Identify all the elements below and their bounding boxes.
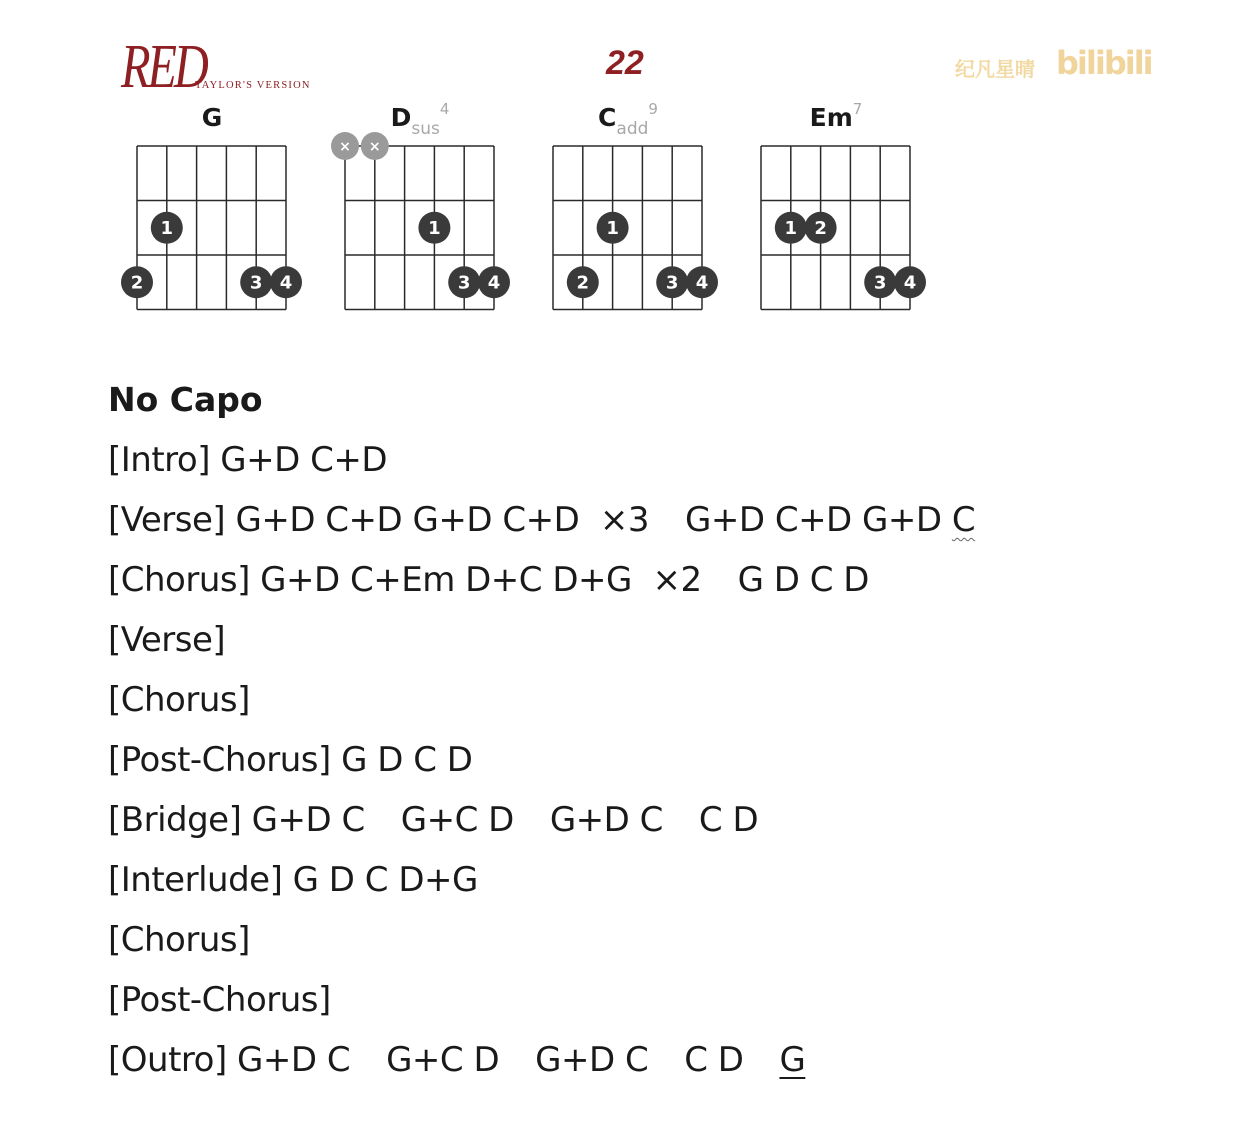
finger-dot	[805, 212, 837, 244]
watermark-uploader: 纪凡星晴	[955, 57, 1035, 81]
section-line	[108, 1036, 1208, 1096]
chord-segment: [Post-Chorus]	[108, 980, 331, 1020]
chord-segment: G	[779, 1040, 806, 1080]
chord-svg	[523, 98, 733, 318]
finger-number: 2	[576, 272, 590, 294]
chord-diagram-1	[315, 98, 525, 318]
chord-name	[810, 100, 863, 132]
section-line	[108, 556, 1208, 616]
finger-dot	[240, 266, 272, 298]
chord-svg	[731, 98, 941, 318]
finger-dot	[864, 266, 896, 298]
finger-dot	[478, 266, 510, 298]
chord-segment: G+D C	[535, 1040, 649, 1080]
svg-text:×: ×	[368, 139, 381, 155]
chord-segment: G+D C	[549, 800, 663, 840]
chord-segment: [Post-Chorus] G D C D	[108, 740, 473, 780]
chord-root: G	[201, 103, 223, 132]
chord-segment: [Chorus]	[108, 920, 250, 960]
chord-segment: G+C D	[386, 1040, 500, 1080]
finger-number: 1	[606, 217, 619, 239]
chord-root: C	[598, 103, 617, 132]
section-line	[108, 436, 1208, 496]
muted-string-marker	[361, 132, 389, 160]
section-line	[108, 976, 1208, 1036]
finger-number: 4	[279, 272, 293, 294]
chord-segment: G+C D	[400, 800, 514, 840]
chord-segment: [Chorus]	[108, 680, 250, 720]
chord-suffix: sus	[411, 119, 440, 139]
chord-svg	[315, 98, 525, 318]
chord-root: D	[390, 103, 412, 132]
finger-number: 4	[903, 272, 917, 294]
chord-name	[598, 100, 658, 139]
section-line	[108, 796, 1208, 856]
finger-dot	[270, 266, 302, 298]
chord-segment: G D C D	[737, 560, 869, 600]
chord-segment: [Intro] G+D C+D	[108, 440, 388, 480]
section-line	[108, 916, 1208, 976]
finger-dot	[894, 266, 926, 298]
chord-segment: C	[951, 500, 976, 540]
section-line	[108, 616, 1208, 676]
chord-name	[391, 100, 450, 139]
section-line	[108, 676, 1208, 736]
logo-main-text: RED	[121, 33, 206, 101]
bilibili-logo-icon: bilibili	[1056, 44, 1152, 82]
chord-svg	[107, 98, 317, 318]
chord-name	[202, 103, 223, 132]
chord-segment: G+D C+D G+D	[685, 500, 952, 540]
chord-diagram-2	[523, 98, 733, 318]
finger-number: 3	[249, 272, 263, 294]
chord-segment: [Chorus] G+D C+Em D+C D+G ×2	[108, 560, 702, 600]
finger-dot	[567, 266, 599, 298]
finger-dot	[151, 212, 183, 244]
song-structure	[108, 376, 1208, 1096]
chord-extension: 4	[439, 100, 450, 118]
finger-number: 1	[428, 217, 441, 239]
finger-number: 4	[487, 272, 501, 294]
chord-extension: 9	[648, 100, 658, 118]
finger-number: 3	[457, 272, 471, 294]
finger-number: 3	[665, 272, 679, 294]
capo-heading: No Capo	[108, 380, 263, 419]
finger-number: 2	[814, 217, 827, 239]
finger-number: 1	[784, 217, 798, 239]
finger-dot	[656, 266, 688, 298]
song-number: 22	[606, 44, 644, 82]
chord-segment: [Bridge] G+D C	[108, 800, 365, 840]
chord-segment: [Outro] G+D C	[108, 1040, 351, 1080]
chord-segment: [Interlude] G D C D+G	[108, 860, 478, 900]
chord-suffix: add	[616, 119, 649, 139]
chord-segment: [Verse] G+D C+D G+D C+D ×3	[108, 500, 649, 540]
logo-subtitle: TAYLOR'S VERSION	[195, 80, 311, 91]
finger-dot	[775, 212, 807, 244]
section-list	[108, 436, 1208, 1096]
section-line	[108, 496, 1208, 556]
chord-diagram-0	[107, 98, 317, 318]
finger-dot	[686, 266, 718, 298]
chord-extension: 7	[852, 100, 863, 118]
finger-dot	[121, 266, 153, 298]
finger-dot	[418, 212, 450, 244]
section-line	[108, 856, 1208, 916]
finger-dot	[597, 212, 629, 244]
chord-diagram-3	[731, 98, 941, 318]
finger-dot	[448, 266, 480, 298]
finger-number: 3	[873, 272, 887, 294]
chord-root: Em	[809, 103, 853, 132]
finger-number: 4	[695, 272, 709, 294]
bilibili-watermark	[955, 44, 1155, 84]
chord-segment: C D	[698, 800, 759, 840]
svg-text:×: ×	[339, 139, 351, 155]
red-album-logo	[121, 33, 331, 101]
muted-string-marker	[331, 132, 359, 160]
chord-segment: C D	[684, 1040, 744, 1080]
finger-number: 1	[160, 217, 174, 239]
section-line	[108, 736, 1208, 796]
chord-segment: [Verse]	[108, 620, 226, 660]
finger-number: 2	[130, 272, 144, 294]
